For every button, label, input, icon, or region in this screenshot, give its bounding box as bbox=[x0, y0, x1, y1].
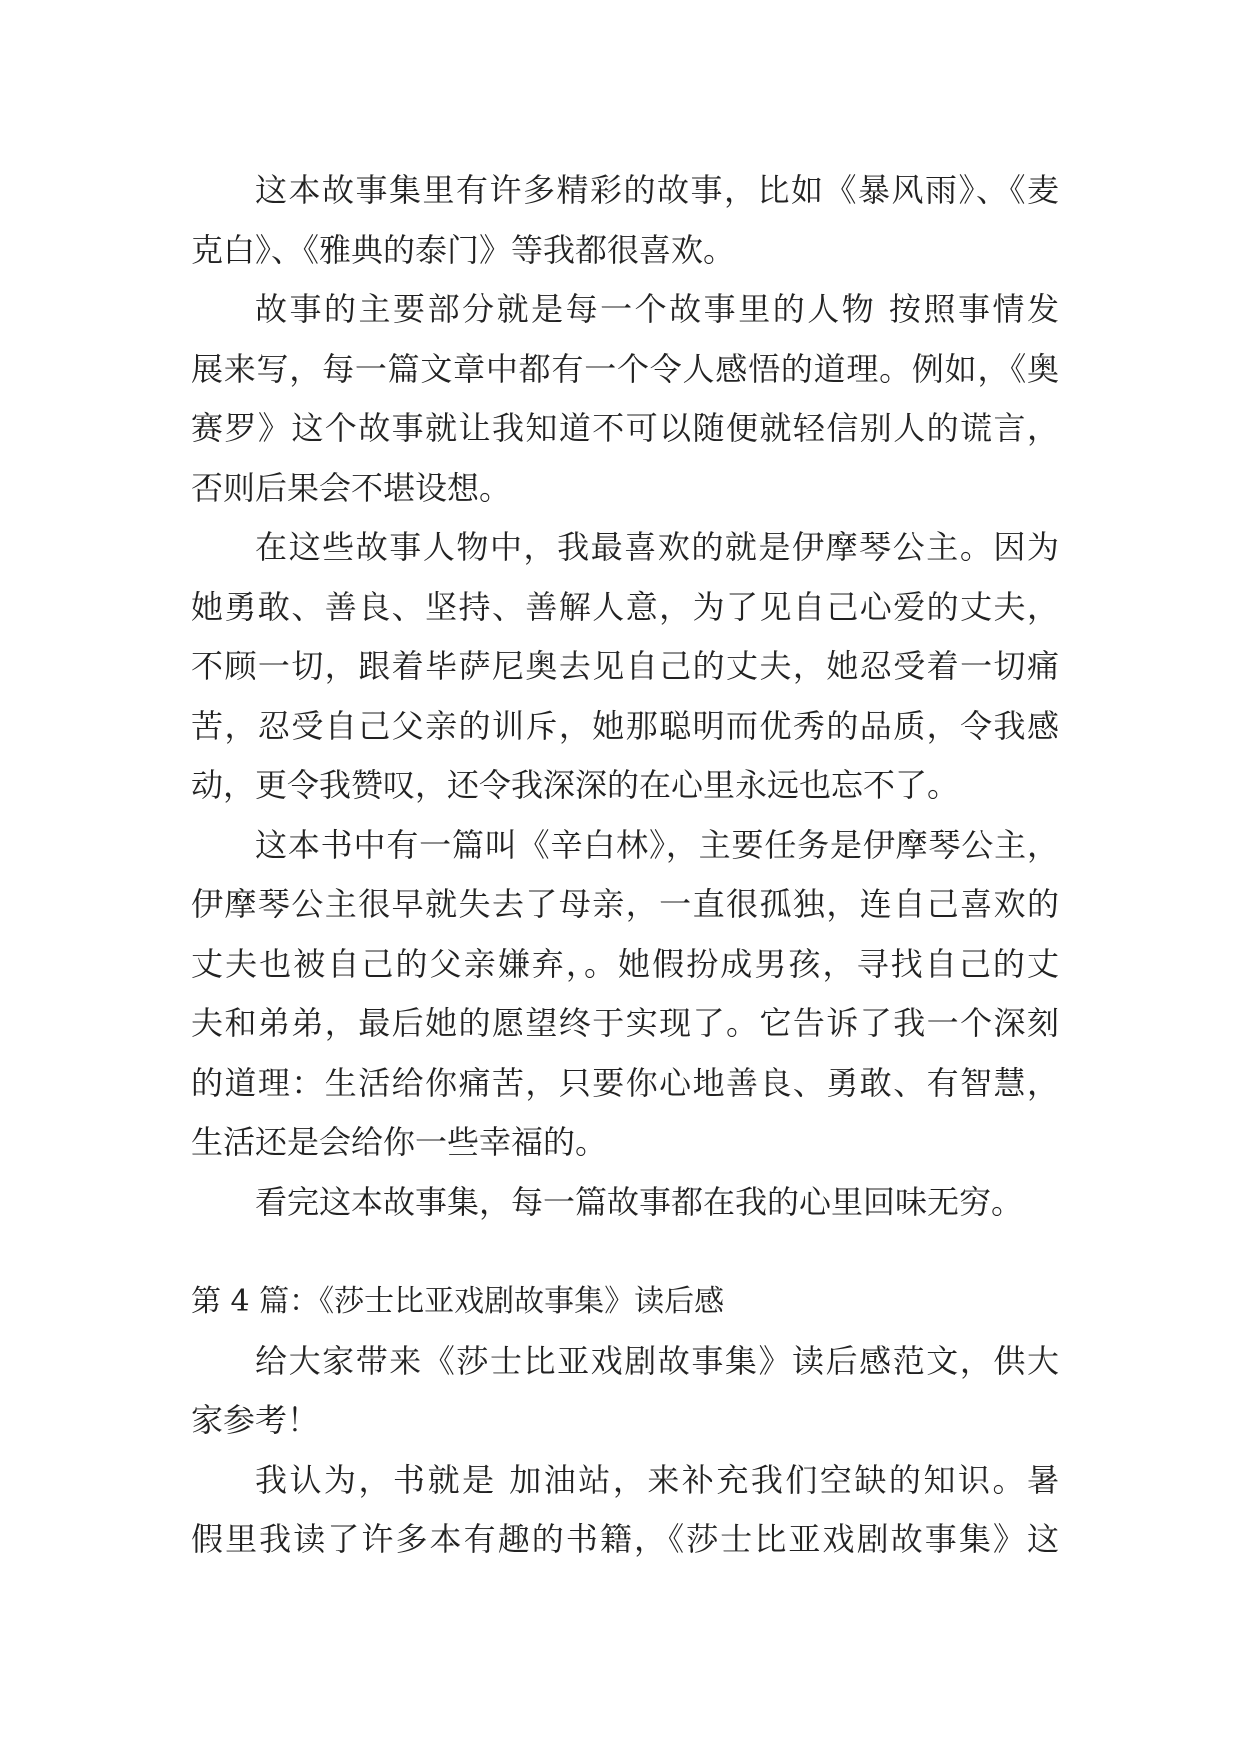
document-body bbox=[191, 161, 1059, 1570]
paragraph-4-line-1: 这本书中有一篇叫《辛白林》，主要任务是伊摩琴公主， bbox=[255, 825, 1059, 864]
paragraph-2-line-1: 故事的主要部分就是每一个故事里的人物 按照事情发 bbox=[255, 290, 1059, 328]
paragraph-3-line-2: 她勇敢、善良、坚持、善解人意，为了见自己心爱的丈夫， bbox=[191, 587, 1059, 626]
paragraph-3-line-1: 在这些故事人物中，我最喜欢的就是伊摩琴公主。因为 bbox=[255, 528, 1059, 566]
paragraph-3-line-3: 不顾一切，跟着毕萨尼奥去见自己的丈夫，她忍受着一切痛 bbox=[191, 647, 1059, 685]
paragraph-4-line-2: 伊摩琴公主很早就失去了母亲，一直很孤独，连自己喜欢的 bbox=[191, 885, 1059, 923]
paragraph-6-line-1: 给大家带来《莎士比亚戏剧故事集》读后感范文，供大 bbox=[255, 1341, 1059, 1380]
paragraph-4-line-4: 夫和弟弟，最后她的愿望终于实现了。它告诉了我一个深刻 bbox=[191, 1004, 1059, 1042]
paragraph-2-line-2: 展来写，每一篇文章中都有一个令人感悟的道理。例如，《奥 bbox=[191, 349, 1059, 388]
paragraph-7-line-2: 假里我读了许多本有趣的书籍，《莎士比亚戏剧故事集》这 bbox=[191, 1520, 1059, 1558]
paragraph-1-line-2: 克白》、《雅典的泰门》等我都很喜欢。 bbox=[191, 230, 736, 269]
paragraph-4-line-3: 丈夫也被自己的父亲嫌弃，。她假扮成男孩，寻找自己的丈 bbox=[191, 944, 1059, 983]
paragraph-7-line-1: 我认为，书就是 加油站，来补充我们空缺的知识。暑 bbox=[255, 1460, 1059, 1499]
paragraph-3-line-5: 动，更令我赞叹，还令我深深的在心里永远也忘不了。 bbox=[191, 766, 960, 804]
paragraph-2-line-4: 否则后果会不堪设想。 bbox=[191, 468, 512, 507]
section-spacer bbox=[191, 1232, 1059, 1272]
section-heading: 第 4 篇：《莎士比亚戏剧故事集》读后感 bbox=[191, 1284, 725, 1319]
paragraph-3-line-4: 苦，忍受自己父亲的训斥，她那聪明而优秀的品质，令我感 bbox=[191, 706, 1059, 745]
paragraph-4-line-6: 生活还是会给你一些幸福的。 bbox=[191, 1123, 608, 1161]
paragraph-2-line-3: 赛罗》这个故事就让我知道不可以随便就轻信别人的谎言， bbox=[191, 409, 1059, 447]
paragraph-4-line-5: 的道理：生活给你痛苦，只要你心地善良、勇敢、有智慧， bbox=[191, 1063, 1059, 1102]
paragraph-6-line-2: 家参考！ bbox=[191, 1401, 320, 1439]
paragraph-5-line-1: 看完这本故事集，每一篇故事都在我的心里回味无穷。 bbox=[255, 1182, 1024, 1221]
paragraph-1-line-1: 这本故事集里有许多精彩的故事，比如《暴风雨》、《麦 bbox=[255, 171, 1059, 209]
